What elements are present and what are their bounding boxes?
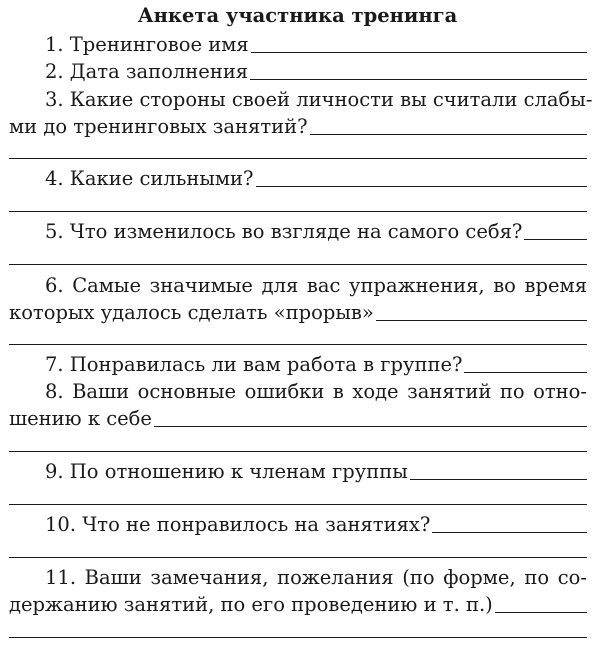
question-3-line-1 xyxy=(9,88,593,111)
question-6-line-1 xyxy=(9,274,587,297)
question-7-label: 7. Понравилась ли вам работа в группе? xyxy=(45,353,463,376)
answer-line-9[interactable] xyxy=(410,479,587,480)
question-10-label: 10. Что не понравилось на занятиях? xyxy=(45,513,431,536)
answer-line-8-extra[interactable] xyxy=(9,451,587,452)
question-8-line-1 xyxy=(9,380,587,403)
question-3-line-2 xyxy=(9,115,587,138)
question-11-label-1: 11. Ваши замечания, пожелания (по форме, по со- xyxy=(45,566,587,589)
answer-line-1[interactable] xyxy=(251,52,587,53)
question-8-label-2: шению к себе xyxy=(9,407,152,430)
answer-line-2[interactable] xyxy=(250,79,587,80)
answer-line-9-extra[interactable] xyxy=(9,504,587,505)
question-8-label-1: 8. Ваши основные ошибки в ходе занятий по отно- xyxy=(45,380,587,403)
question-2-label: 2. Дата заполнения xyxy=(45,60,249,83)
answer-line-4[interactable] xyxy=(256,186,587,187)
page-title: Анкета участника тренинга xyxy=(137,4,458,27)
question-6-label-1: 6. Самые значимые для вас упражнения, во время xyxy=(45,274,587,297)
answer-line-10-extra[interactable] xyxy=(9,557,587,558)
answer-line-6-extra[interactable] xyxy=(9,344,587,345)
question-5-label: 5. Что изменилось во взгляде на самого себя? xyxy=(45,220,523,243)
question-5 xyxy=(9,220,587,243)
answer-line-7[interactable] xyxy=(464,372,587,373)
question-6-line-2 xyxy=(9,301,587,324)
question-3-label-2: ми до тренинговых занятий? xyxy=(9,115,308,138)
question-9-label: 9. По отношению к членам группы xyxy=(45,460,408,483)
question-1 xyxy=(9,33,587,56)
question-7 xyxy=(9,353,587,376)
question-11-line-1 xyxy=(9,566,587,589)
question-1-label: 1. Тренинговое имя xyxy=(45,33,249,56)
answer-line-6[interactable] xyxy=(376,320,587,321)
answer-line-10[interactable] xyxy=(432,532,587,533)
answer-line-11-extra[interactable] xyxy=(9,637,587,638)
answer-line-11[interactable] xyxy=(495,612,587,613)
answer-line-5-extra[interactable] xyxy=(9,264,587,265)
question-11-line-2 xyxy=(9,593,587,616)
answer-line-5[interactable] xyxy=(524,239,587,240)
question-6-label-2: которых удалось сделать «прорыв» xyxy=(9,301,374,324)
question-8-line-2 xyxy=(9,407,587,430)
question-3-label-1: 3. Какие стороны своей личности вы считали слабы- xyxy=(45,88,593,111)
question-4 xyxy=(9,167,587,190)
question-4-label: 4. Какие сильными? xyxy=(45,167,254,190)
answer-line-4-extra[interactable] xyxy=(9,211,587,212)
answer-line-3-extra[interactable] xyxy=(9,158,587,159)
question-9 xyxy=(9,460,587,483)
question-10 xyxy=(9,513,587,536)
question-2 xyxy=(9,60,587,83)
answer-line-3[interactable] xyxy=(310,134,587,135)
answer-line-8[interactable] xyxy=(154,426,587,427)
question-11-label-2: держанию занятий, по его проведению и т. п.) xyxy=(9,593,493,616)
